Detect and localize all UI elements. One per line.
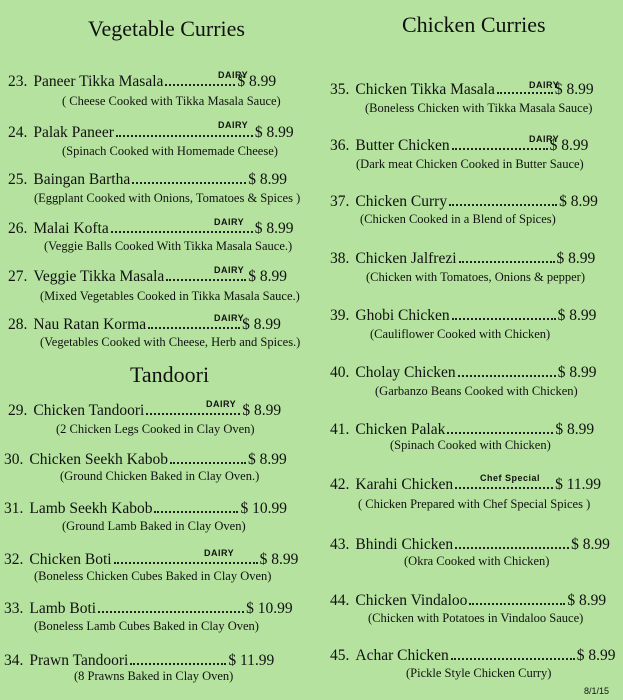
item-name: Achar Chicken <box>355 647 449 664</box>
item-price: $ 8.99 <box>259 551 299 568</box>
item-number: 36. <box>330 137 350 154</box>
item-number: 32. <box>4 551 24 568</box>
item-name: Chicken Boti <box>29 551 112 568</box>
item-description: (Garbanzo Beans Cooked with Chicken) <box>375 384 578 398</box>
item-description: (Spinach Cooked with Homemade Cheese) <box>62 144 278 158</box>
dot-leader <box>452 314 556 320</box>
item-name: Nau Ratan Korma <box>33 316 147 333</box>
dot-leader <box>114 558 258 564</box>
dot-leader <box>452 144 548 150</box>
item-number: 31. <box>4 500 24 517</box>
item-number: 34. <box>4 652 24 669</box>
item-name: Chicken Tikka Masala <box>355 81 495 98</box>
item-price: $ 8.99 <box>247 451 287 468</box>
item-description: (Boneless Chicken Cubes Baked in Clay Oven) <box>34 569 272 583</box>
item-description: (Cauliflower Cooked with Chicken) <box>370 327 551 341</box>
item-number: 38. <box>330 250 350 267</box>
chicken-curries-heading: Chicken Curries <box>402 12 546 37</box>
item-price: $ 8.99 <box>557 364 597 381</box>
item-description: (Ground Lamb Baked in Clay Oven) <box>62 519 246 533</box>
dot-leader <box>469 599 565 605</box>
item-number: 44. <box>330 592 350 609</box>
item-name: Chicken Jalfrezi <box>355 250 457 267</box>
item-name: Cholay Chicken <box>355 364 456 381</box>
item-name: Paneer Tikka Masala <box>33 73 164 90</box>
item-price: $ 8.99 <box>567 592 607 609</box>
item-name: Butter Chicken <box>355 137 450 154</box>
item-name: Chicken Palak <box>355 421 446 438</box>
dot-leader <box>459 257 555 263</box>
dot-leader <box>455 543 569 549</box>
dot-leader <box>455 483 553 489</box>
item-name: Lamb Boti <box>29 600 97 617</box>
item-number: 41. <box>330 421 350 438</box>
item-description: (Mixed Vegetables Cooked in Tikka Masala Sauce.) <box>40 289 300 303</box>
item-name: Karahi Chicken <box>355 476 454 493</box>
item-number: 39. <box>330 307 350 324</box>
item-price: $ 8.99 <box>557 307 597 324</box>
item-name: Chicken Seekh Kabob <box>29 451 168 468</box>
dot-leader <box>148 323 240 329</box>
item-price: $ 8.99 <box>248 268 288 285</box>
dot-leader <box>165 80 235 86</box>
vegetable-curries-heading: Vegetable Curries <box>88 16 245 41</box>
item-name: Baingan Bartha <box>33 171 131 188</box>
dairy-tag: DAIRY <box>529 80 560 90</box>
item-name: Chicken Tandoori <box>33 402 145 419</box>
item-description: (Chicken with Tomatoes, Onions & pepper) <box>366 270 585 284</box>
item-price: $ 10.99 <box>246 600 293 617</box>
item-price: $ 8.99 <box>254 124 294 141</box>
dot-leader <box>166 275 246 281</box>
chef-special-tag: Chef Special <box>480 473 541 483</box>
dot-leader <box>449 200 557 206</box>
item-number: 25. <box>8 171 28 188</box>
item-name: Lamb Seekh Kabob <box>29 500 153 517</box>
dairy-tag: DAIRY <box>214 313 245 323</box>
item-description: (Chicken Cooked in a Blend of Spices) <box>360 212 556 226</box>
item-description: (8 Prawns Baked in Clay Oven) <box>74 669 234 683</box>
item-number: 40. <box>330 364 350 381</box>
item-name: Ghobi Chicken <box>355 307 450 324</box>
dot-leader <box>111 227 253 233</box>
item-price: $ 8.99 <box>242 402 282 419</box>
tandoori-heading: Tandoori <box>130 362 210 387</box>
item-number: 33. <box>4 600 24 617</box>
dairy-tag: DAIRY <box>204 548 235 558</box>
item-price: $ 8.99 <box>237 73 277 90</box>
item-description: (Chicken with Potatoes in Vindaloo Sauce) <box>368 611 584 625</box>
item-number: 28. <box>8 316 28 333</box>
item-number: 45. <box>330 647 350 664</box>
item-description: (2 Chicken Legs Cooked in Clay Oven) <box>56 422 255 436</box>
item-description: (Boneless Lamb Cubes Baked in Clay Oven) <box>34 619 259 633</box>
item-name: Prawn Tandoori <box>29 652 129 669</box>
item-description: (Okra Cooked with Chicken) <box>404 554 550 568</box>
item-number: 24. <box>8 124 28 141</box>
item-price: $ 11.99 <box>228 652 275 669</box>
item-name: Palak Paneer <box>33 124 114 141</box>
item-price: $ 11.99 <box>555 476 602 493</box>
item-description: (Boneless Chicken with Tikka Masala Sauce) <box>365 101 593 115</box>
item-name: Malai Kofta <box>33 220 109 237</box>
item-name: Chicken Vindaloo <box>355 592 468 609</box>
item-number: 37. <box>330 193 350 210</box>
item-price: $ 8.99 <box>248 171 287 188</box>
item-description: (Eggplant Cooked with Onions, Tomatoes & Spices ) <box>34 191 301 205</box>
dairy-tag: DAIRY <box>218 70 249 80</box>
dot-leader <box>458 371 556 377</box>
item-number: 27. <box>8 268 28 285</box>
item-description: (Vegetables Cooked with Cheese, Herb and Spices.) <box>40 335 301 349</box>
item-price: $ 8.99 <box>549 137 589 154</box>
dot-leader <box>154 507 238 513</box>
dot-leader <box>116 131 253 137</box>
item-price: $ 8.99 <box>242 316 281 333</box>
dairy-tag: DAIRY <box>529 134 560 144</box>
dairy-tag: DAIRY <box>206 399 237 409</box>
dot-leader <box>170 458 246 464</box>
item-number: 35. <box>330 81 350 98</box>
item-price: $ 10.99 <box>240 500 287 517</box>
dairy-tag: DAIRY <box>218 120 249 130</box>
item-number: 29. <box>8 402 28 419</box>
item-price: $ 8.99 <box>254 220 294 237</box>
item-number: 43. <box>330 536 350 553</box>
item-number: 42. <box>330 476 350 493</box>
item-description: (Veggie Balls Cooked With Tikka Masala Sauce.) <box>44 239 293 253</box>
item-description: (Dark meat Chicken Cooked in Butter Sauce) <box>356 157 584 171</box>
item-name: Veggie Tikka Masala <box>33 268 165 285</box>
item-name: Bhindi Chicken <box>355 536 454 553</box>
print-date: 8/1/15 <box>583 686 609 696</box>
dot-leader <box>447 428 553 434</box>
dot-leader <box>132 178 246 184</box>
item-description: ( Cheese Cooked with Tikka Masala Sauce) <box>62 94 281 108</box>
item-number: 26. <box>8 220 28 237</box>
item-price: $ 8.99 <box>576 647 616 664</box>
dot-leader <box>130 659 226 665</box>
dot-leader <box>451 654 575 660</box>
item-description: (Spinach Cooked with Chicken) <box>390 438 551 452</box>
item-description: ( Chicken Prepared with Chef Special Spices ) <box>358 497 591 511</box>
item-description: (Ground Chicken Baked in Clay Oven.) <box>60 469 260 483</box>
item-description: (Pickle Style Chicken Curry) <box>406 666 552 680</box>
dairy-tag: DAIRY <box>214 265 245 275</box>
item-number: 30. <box>4 451 24 468</box>
dot-leader <box>146 409 240 415</box>
item-price: $ 8.99 <box>571 536 610 553</box>
item-name: Chicken Curry <box>355 193 448 210</box>
item-price: $ 8.99 <box>559 193 598 210</box>
item-number: 23. <box>8 73 28 90</box>
item-price: $ 8.99 <box>555 421 595 438</box>
item-price: $ 8.99 <box>554 81 594 98</box>
item-price: $ 8.99 <box>556 250 596 267</box>
dairy-tag: DAIRY <box>214 217 245 227</box>
dot-leader <box>98 607 244 613</box>
